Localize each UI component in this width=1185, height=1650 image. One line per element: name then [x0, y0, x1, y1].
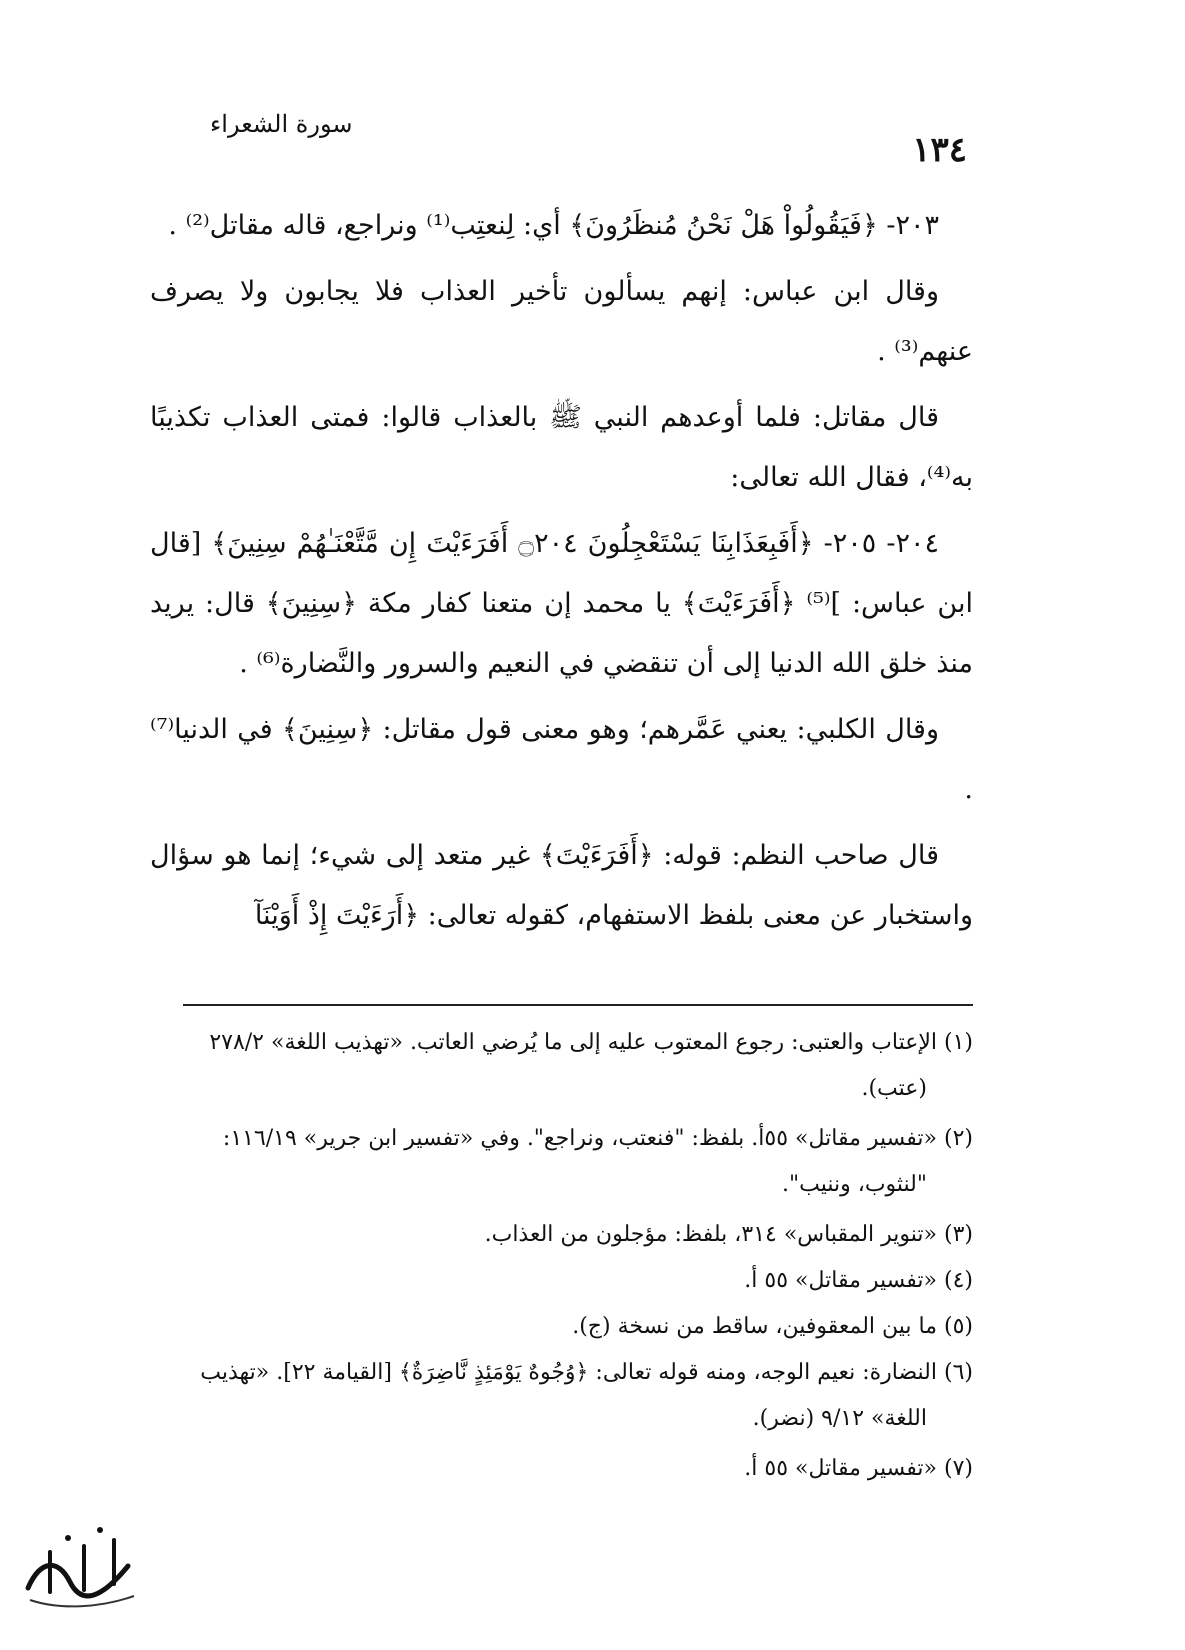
- paragraph-kalbi: وقال الكلبي: يعني عَمَّرهم؛ وهو معنى قول مقاتل: ﴿سِنِينَ﴾ في الدنيا⁽⁷⁾ .: [150, 714, 973, 805]
- page-number: ١٣٤: [912, 130, 967, 170]
- footnote-1: (١) الإعتاب والعتبى: رجوع المعتوب عليه إلى ما يُرضي العاتب. «تهذيب اللغة» ٢٧٨/٢ (عتب).: [209, 1030, 973, 1101]
- footnote-3: (٣) «تنوير المقباس» ٣١٤، بلفظ: مؤجلون من العذاب.: [484, 1222, 973, 1247]
- footnotes: [150, 1020, 973, 1492]
- main-text: [150, 196, 973, 952]
- paragraph-sahib-al-nazm: قال صاحب النظم: قوله: ﴿أَفَرَءَيْتَ﴾ غير متعد إلى شيء؛ إنما هو سؤال واستخبار عن معنى بلفظ الاستفهام، كقوله تعالى: ﴿أَرَءَيْتَ إِذْ أَوَيْنَآ: [150, 840, 973, 931]
- footnote-4: (٤) «تفسير مقاتل» ٥٥ أ.: [744, 1268, 973, 1293]
- footnote-divider: [183, 1004, 973, 1006]
- footnote-5: (٥) ما بين المعقوفين، ساقط من نسخة (ج).: [572, 1314, 973, 1339]
- paragraph-verse-204-205: ٢٠٤- ٢٠٥- ﴿أَفَبِعَذَابِنَا يَسْتَعْجِلُونَ ۝٢٠٤ أَفَرَءَيْتَ إِن مَّتَّعْنَـٰهُمْ سِنِينَ﴾ [قال ابن عباس: ]⁽⁵⁾ ﴿أَفَرَءَيْتَ﴾ يا محمد إن متعنا كفار مكة ﴿سِنِينَ﴾ قال: يريد منذ خلق الله الدنيا إلى أن تنقضي في النعيم والسرور والنَّضارة⁽⁶⁾ .: [150, 528, 973, 679]
- paragraph-ibn-abbas: وقال ابن عباس: إنهم يسألون تأخير العذاب فلا يجابون ولا يصرف عنهم⁽³⁾ .: [150, 276, 973, 367]
- page-header: [210, 104, 967, 170]
- paragraph-verse-203: ٢٠٣- ﴿فَيَقُولُواْ هَلْ نَحْنُ مُنظَرُونَ﴾ أي: لِنعتِب⁽¹⁾ ونراجع، قاله مقاتل⁽²⁾ .: [168, 210, 939, 241]
- footnote-7: (٧) «تفسير مقاتل» ٥٥ أ.: [744, 1456, 973, 1481]
- library-stamp-logo: [10, 1500, 150, 1620]
- footnote-6: (٦) النضارة: نعيم الوجه، ومنه قوله تعالى: ﴿وُجُوهٌ يَوْمَئِذٍ نَّاضِرَةٌ﴾ [القيامة ٢٢]. «تهذيب اللغة» ٩/١٢ (نضر).: [200, 1360, 973, 1431]
- footnote-2: (٢) «تفسير مقاتل» ٥٥أ. بلفظ: "فنعتب، ونراجع". وفي «تفسير ابن جرير» ١١٦/١٩: "لنثوب، وننيب".: [222, 1126, 973, 1197]
- running-title: سورة الشعراء: [210, 110, 353, 138]
- paragraph-muqatil: قال مقاتل: فلما أوعدهم النبي ﷺ بالعذاب قالوا: فمتى العذاب تكذيبًا به⁽⁴⁾، فقال الله تعالى:: [150, 402, 973, 493]
